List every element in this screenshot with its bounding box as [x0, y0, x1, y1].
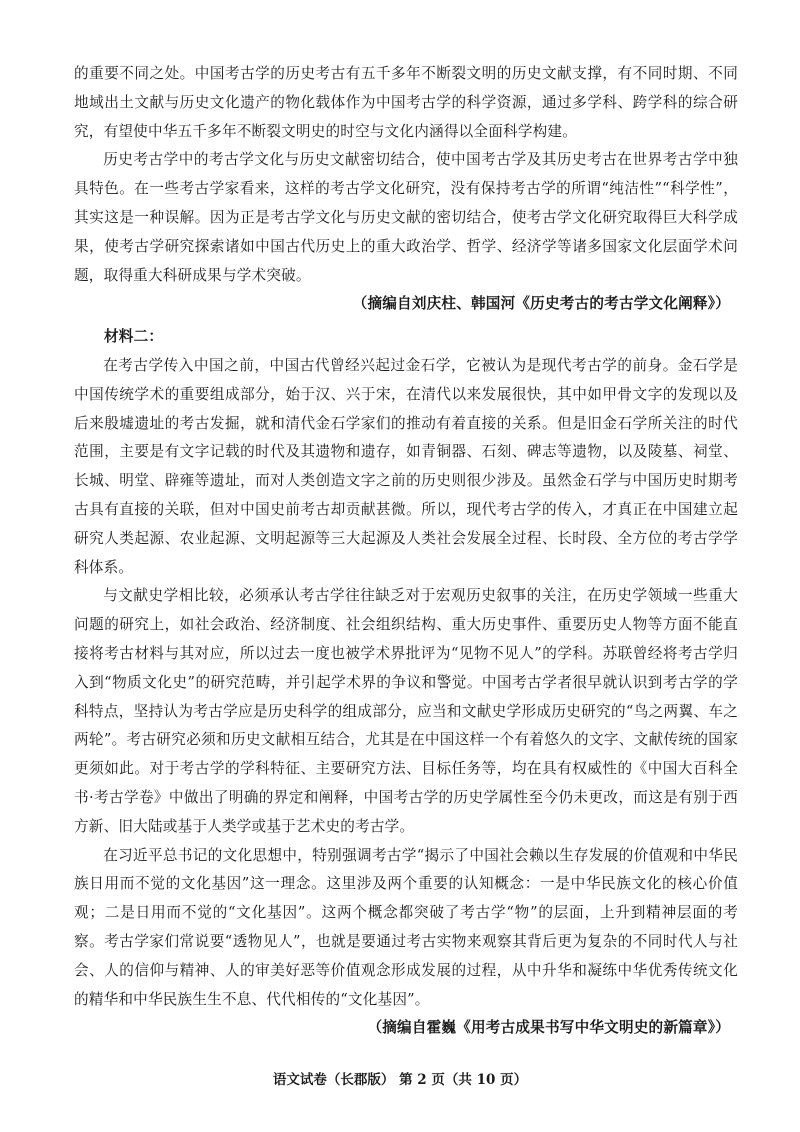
page-footer: 语文试卷（长郡版） 第 2 页（共 10 页） [272, 1072, 528, 1088]
citation-1: （摘编自刘庆柱、韩国河《历史考古的考古学文化阐释》） [352, 295, 730, 313]
paragraph-1: 的重要不同之处。中国考古学的历史考古有五千多年不断裂文明的历史文献支撑，有不同时期、不同地域出土文献与历史文化遗产的物化载体作为中国考古学的科学资源，通过多学科、跨学科的综合研究，有望使中华五千多年不断裂文明史的时空与文化内涵得以全面科学构建。 [74, 65, 738, 140]
citation-2: （摘编自霍巍《用考古成果书写中华文明史的新篇章》） [367, 1019, 730, 1037]
paragraph-2: 历史考古学中的考古学文化与历史文献密切结合，使中国考古学及其历史考古在世界考古学中独具特色。在一些考古学家看来，这样的考古学文化研究，没有保持考古学的所谓“纯洁性”“科学性”，其实这是一种误解。因为正是考古学文化与历史文献的密切结合，使考古学文化研究取得巨大科学成果，使考古学研究探索诸如中国古代历史上的重大政治学、哲学、经济学等诸多国家文化层面学术问题，取得重大科研成果与学术突破。 [74, 151, 738, 284]
paragraph-3: 在考古学传入中国之前，中国古代曾经兴起过金石学，它被认为是现代考古学的前身。金石学是中国传统学术的重要组成部分，始于汉、兴于宋，在清代以来发展很快，其中如甲骨文字的发现以及后来殷墟遗址的考古发掘，就和清代金石学家们的推动有着直接的关系。但是旧金石学所关注的时代范围，主要是有文字记载的时代及其遗物和遗存，如青铜器、石刻、碑志等遗物，以及陵墓、祠堂、长城、明堂、辟雍等遗址，而对人类创造文字之前的历史则很少涉及。虽然金石学与中国历史时期考古具有直接的关联，但对中国史前考古却贡献甚微。所以，现代考古学的传入，才真正在中国建立起研究人类起源、农业起源、文明起源等三大起源及人类社会发展全过程、长时段、全方位的考古学学科体系。 [74, 356, 738, 576]
material-2-label: 材料二： [104, 328, 164, 346]
paragraph-5: 在习近平总书记的文化思想中，特别强调考古学“揭示了中国社会赖以生存发展的价值观和中华民族日用而不觉的文化基因”这一理念。这里涉及两个重要的认知概念：一是中华民族文化的核心价值观；二是日用而不觉的“文化基因”。这两个概念都突破了考古学“物”的层面，上升到精神层面的考察。考古学家们常说要“透物见人”，也就是要通过考古实物来观察其背后更为复杂的不同时代人与社会、人的信仰与精神、人的审美好恶等价值观念形成发展的过程，从中升华和凝练中华优秀传统文化的精华和中华民族生生不息、代代相传的“文化基因”。 [74, 846, 738, 1008]
paragraph-4: 与文献史学相比较，必须承认考古学往往缺乏对于宏观历史叙事的关注，在历史学领域一些重大问题的研究上，如社会政治、经济制度、社会组织结构、重大历史事件、重要历史人物等方面不能直接将考古材料与其对应，所以过去一度也被学术界批评为“见物不见人”的学科。苏联曾经将考古学归入到“物质文化史”的研究范畴，并引起学术界的争议和警觉。中国考古学者很早就认识到考古学的学科特点，坚持认为考古学应是历史科学的组成部分，应当和文献史学形成历史研究的“鸟之两翼、车之两轮”。考古研究必须和历史文献相互结合，尤其是在中国这样一个有着悠久的文字、文献传统的国家更须如此。对于考古学的学科特征、主要研究方法、目标任务等，均在具有权威性的《中国大百科全书·考古学卷》中做出了明确的界定和阐释，中国考古学的历史学属性至今仍未更改，而这是有别于西方新、旧大陆或基于人类学或基于艺术史的考古学。 [74, 587, 738, 835]
